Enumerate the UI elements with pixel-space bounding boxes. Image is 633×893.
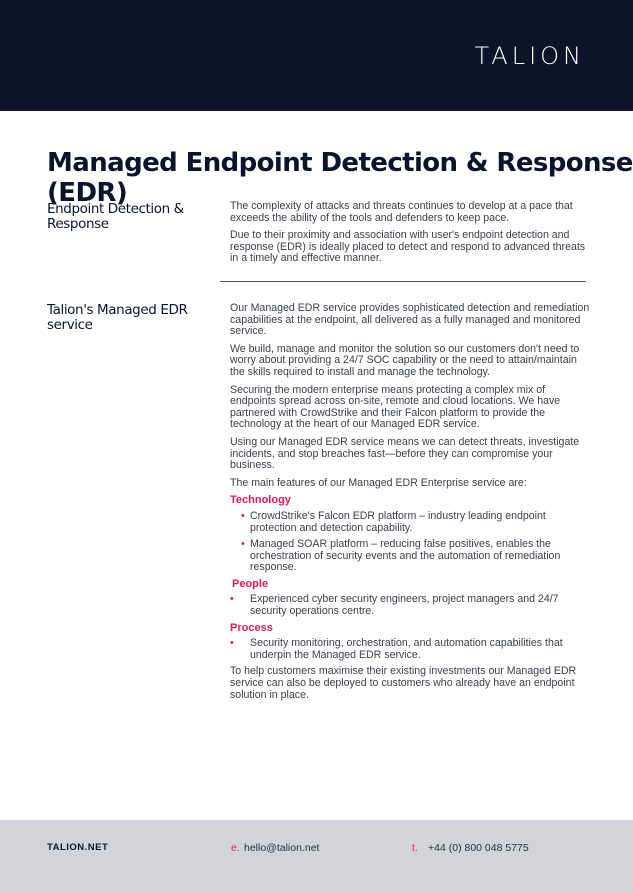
- footer-email-link[interactable]: hello@talion.net: [244, 842, 320, 854]
- phone-label: t.: [412, 842, 418, 854]
- bullet-icon: •: [230, 637, 234, 650]
- footer-phone: +44 (0) 800 048 5775: [428, 842, 529, 854]
- paragraph: Using our Managed EDR service means we can detect threats, investigate incidents, and stop breaches fast—before they can compromise your business.: [230, 435, 580, 472]
- section-managed-edr-body: [230, 303, 590, 707]
- email-label: e.: [231, 842, 240, 854]
- paragraph: Securing the modern enterprise means protecting a complex mix of endpoints spread across on-site, remote and cloud locations. We have partnered with CrowdStrike and their Falcon platform to provide the technology at the heart of our Managed EDR service.: [230, 383, 561, 431]
- paragraph: The main features of our Managed EDR Enterprise service are:: [230, 476, 527, 489]
- page-title: Managed Endpoint Detection & Response (EDR): [47, 148, 633, 208]
- footer: [0, 820, 633, 893]
- list-item-text: CrowdStrike's Falcon EDR platform – industry leading endpoint protection and detection capability.: [250, 509, 546, 534]
- bullet-icon: •: [230, 593, 234, 606]
- list-item-text: Experienced cyber security engineers, project managers and 24/7 security operations centre.: [250, 593, 559, 618]
- paragraph: We build, manage and monitor the solution so our customers don't need to worry about providing a 24/7 SOC capability or the need to attain/maintain the skills required to install and manage the technology.: [230, 342, 580, 378]
- list-item-text: Managed SOAR platform – reducing false positives, enables the orchestration of security events and the automation of remediation response.: [250, 538, 561, 574]
- section-heading-managed-edr: Talion's Managed EDR service: [47, 302, 188, 333]
- list-item: [230, 511, 590, 534]
- subheading-process: Process: [230, 621, 273, 634]
- talion-logo: TALION: [474, 42, 585, 70]
- subheading-technology: Technology: [230, 494, 291, 507]
- header-banner: [0, 0, 633, 111]
- paragraph: Due to their proximity and association with user's endpoint detection and response (EDR) is ideally placed to detect and respond to advanced threats in a timely and effective manner.: [230, 229, 586, 265]
- section-heading-edr: Endpoint Detection & Response: [47, 201, 184, 232]
- section-edr-body: [230, 201, 590, 271]
- list-item: [230, 539, 590, 574]
- subheading-people: People: [232, 577, 269, 590]
- footer-website-link[interactable]: TALION.NET: [47, 842, 109, 853]
- bullet-icon: •: [241, 509, 245, 522]
- paragraph: The complexity of attacks and threats continues to develop at a pace that exceeds the ability of the tools and defenders to keep pace.: [230, 200, 573, 224]
- bullet-icon: •: [241, 538, 245, 551]
- paragraph: To help customers maximise their existing investments our Managed EDR service can also be deployed to customers who already have an endpoint solution in place.: [230, 665, 577, 701]
- list-item: [230, 594, 590, 617]
- section-divider: [220, 281, 586, 282]
- paragraph: Our Managed EDR service provides sophisticated detection and remediation capabilities at the endpoint, all delivered as a fully managed and monitored service.: [230, 302, 590, 338]
- list-item-text: Security monitoring, orchestration, and automation capabilities that underpin the Managed EDR service.: [250, 637, 563, 661]
- list-item: [230, 638, 590, 661]
